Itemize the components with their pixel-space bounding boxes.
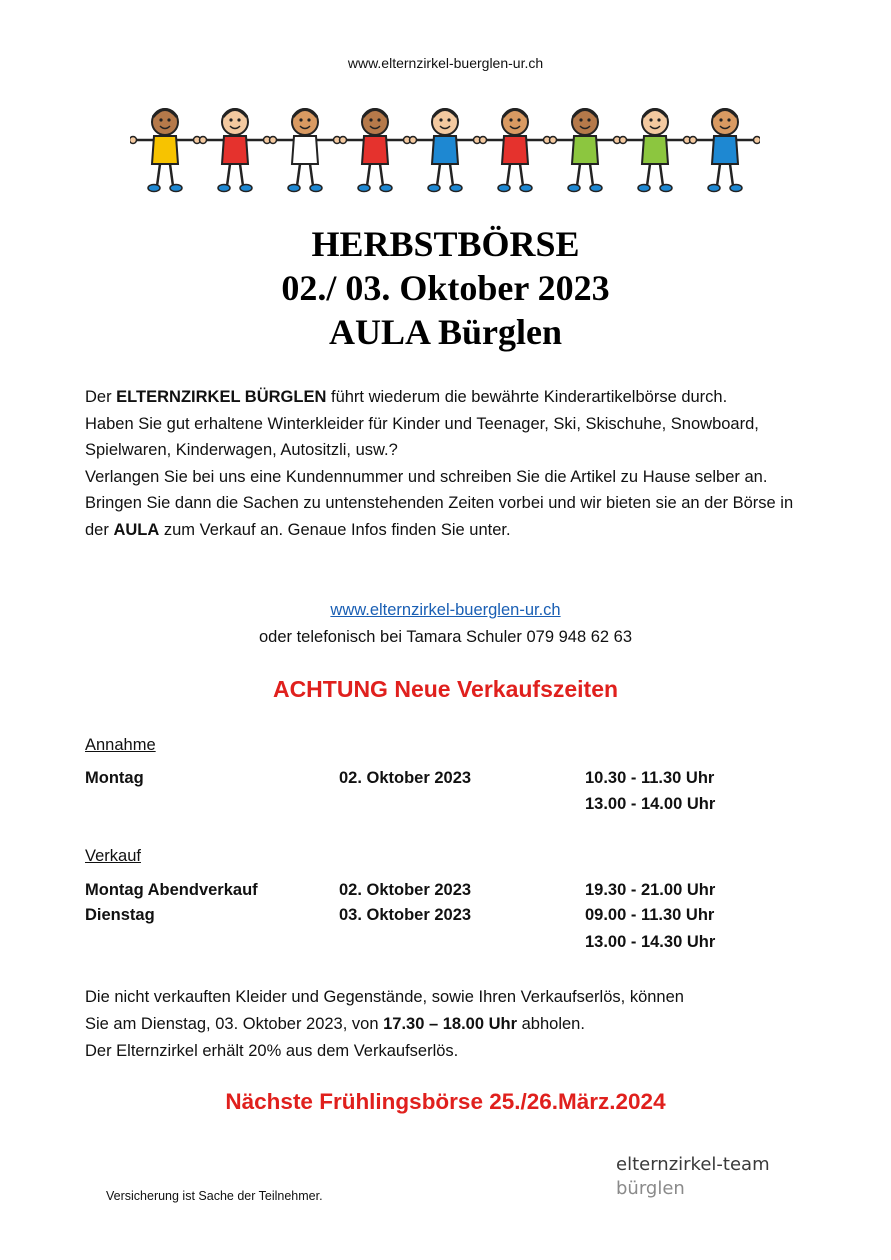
kid-figure [200, 109, 271, 192]
kid-figure [480, 109, 551, 192]
annahme-heading: Annahme [85, 736, 156, 754]
row-day: Montag Abendverkauf [85, 881, 258, 899]
organizer-name: ELTERNZIRKEL BÜRGLEN [116, 388, 327, 406]
intro-paragraph-3: Verlangen Sie bei uns eine Kundennummer und schreiben Sie die Artikel zu Hause selber an. Bringen Sie dann die Sachen zu untenstehenden Zeiten vorbei und wir bieten sie an der Börse in der AULA zum Verkauf an. Genaue Infos finden Sie unter. [85, 467, 794, 539]
verkauf-row [85, 906, 805, 932]
row-time: 10.30 - 11.30 Uhr [585, 769, 715, 787]
pickup-time: 17.30 – 18.00 Uhr [383, 1015, 518, 1033]
row-time: 13.00 - 14.30 Uhr [585, 933, 716, 951]
row-time: 09.00 - 11.30 Uhr [585, 906, 715, 924]
insurance-note: Versicherung ist Sache der Teilnehmer. [106, 1189, 323, 1203]
verkauf-row [85, 881, 805, 907]
intro-text [85, 384, 805, 543]
kid-figures [130, 109, 760, 192]
row-day: Montag [85, 769, 144, 787]
row-date: 02. Oktober 2023 [339, 881, 472, 899]
children-holding-hands-illustration [130, 100, 760, 200]
phone-line: oder telefonisch bei Tamara Schuler 079 948 62 63 [258, 628, 633, 646]
row-time: 13.00 - 14.00 Uhr [585, 795, 716, 813]
pickup-text [85, 984, 805, 1065]
intro-paragraph-1: Der ELTERNZIRKEL BÜRGLEN führt wiederum die bewährte Kinderartikelbörse durch. [85, 388, 728, 406]
verkauf-heading: Verkauf [85, 847, 141, 865]
row-day: Dienstag [85, 906, 155, 924]
team-logo [616, 1153, 770, 1201]
title-line-3: AULA Bürglen [328, 312, 563, 352]
attention-heading: ACHTUNG Neue Verkaufszeiten [272, 676, 619, 702]
kid-figure [690, 109, 761, 192]
annahme-row [85, 795, 805, 821]
logo-line-1: elternzirkel-team [616, 1154, 770, 1175]
next-event-heading: Nächste Frühlingsbörse 25./26.März.2024 [225, 1089, 666, 1114]
venue-name: AULA [113, 520, 160, 539]
kid-figure [550, 109, 621, 192]
kid-figure [130, 109, 201, 192]
row-time: 19.30 - 21.00 Uhr [585, 881, 716, 899]
pickup-line-3: Der Elternzirkel erhält 20% aus dem Verkaufserlös. [85, 1042, 459, 1060]
row-date: 02. Oktober 2023 [339, 769, 472, 787]
event-title [0, 222, 891, 354]
kid-figure [270, 109, 341, 192]
logo-line-2: bürglen [616, 1178, 685, 1199]
website-link[interactable]: www.elternzirkel-buerglen-ur.ch [330, 601, 561, 619]
pickup-line-2: Sie am Dienstag, 03. Oktober 2023, von 17.30 – 18.00 Uhr abholen. [85, 1015, 585, 1033]
title-line-2: 02./ 03. Oktober 2023 [281, 268, 610, 308]
pickup-line-1: Die nicht verkauften Kleider und Gegenstände, sowie Ihren Verkaufserlös, können [85, 988, 684, 1006]
kid-figure [340, 109, 411, 192]
row-date: 03. Oktober 2023 [339, 906, 472, 924]
kid-figure [620, 109, 691, 192]
annahme-row [85, 769, 805, 795]
title-line-1: HERBSTBÖRSE [311, 224, 580, 264]
intro-paragraph-2: Haben Sie gut erhaltene Winterkleider für Kinder und Teenager, Ski, Skischuhe, Snowboard, Spielwaren, Kinderwagen, Autositzli, usw.? [85, 414, 759, 459]
header-url: www.elternzirkel-buerglen-ur.ch [347, 55, 544, 71]
verkauf-row [85, 933, 805, 959]
kid-figure [410, 109, 481, 192]
